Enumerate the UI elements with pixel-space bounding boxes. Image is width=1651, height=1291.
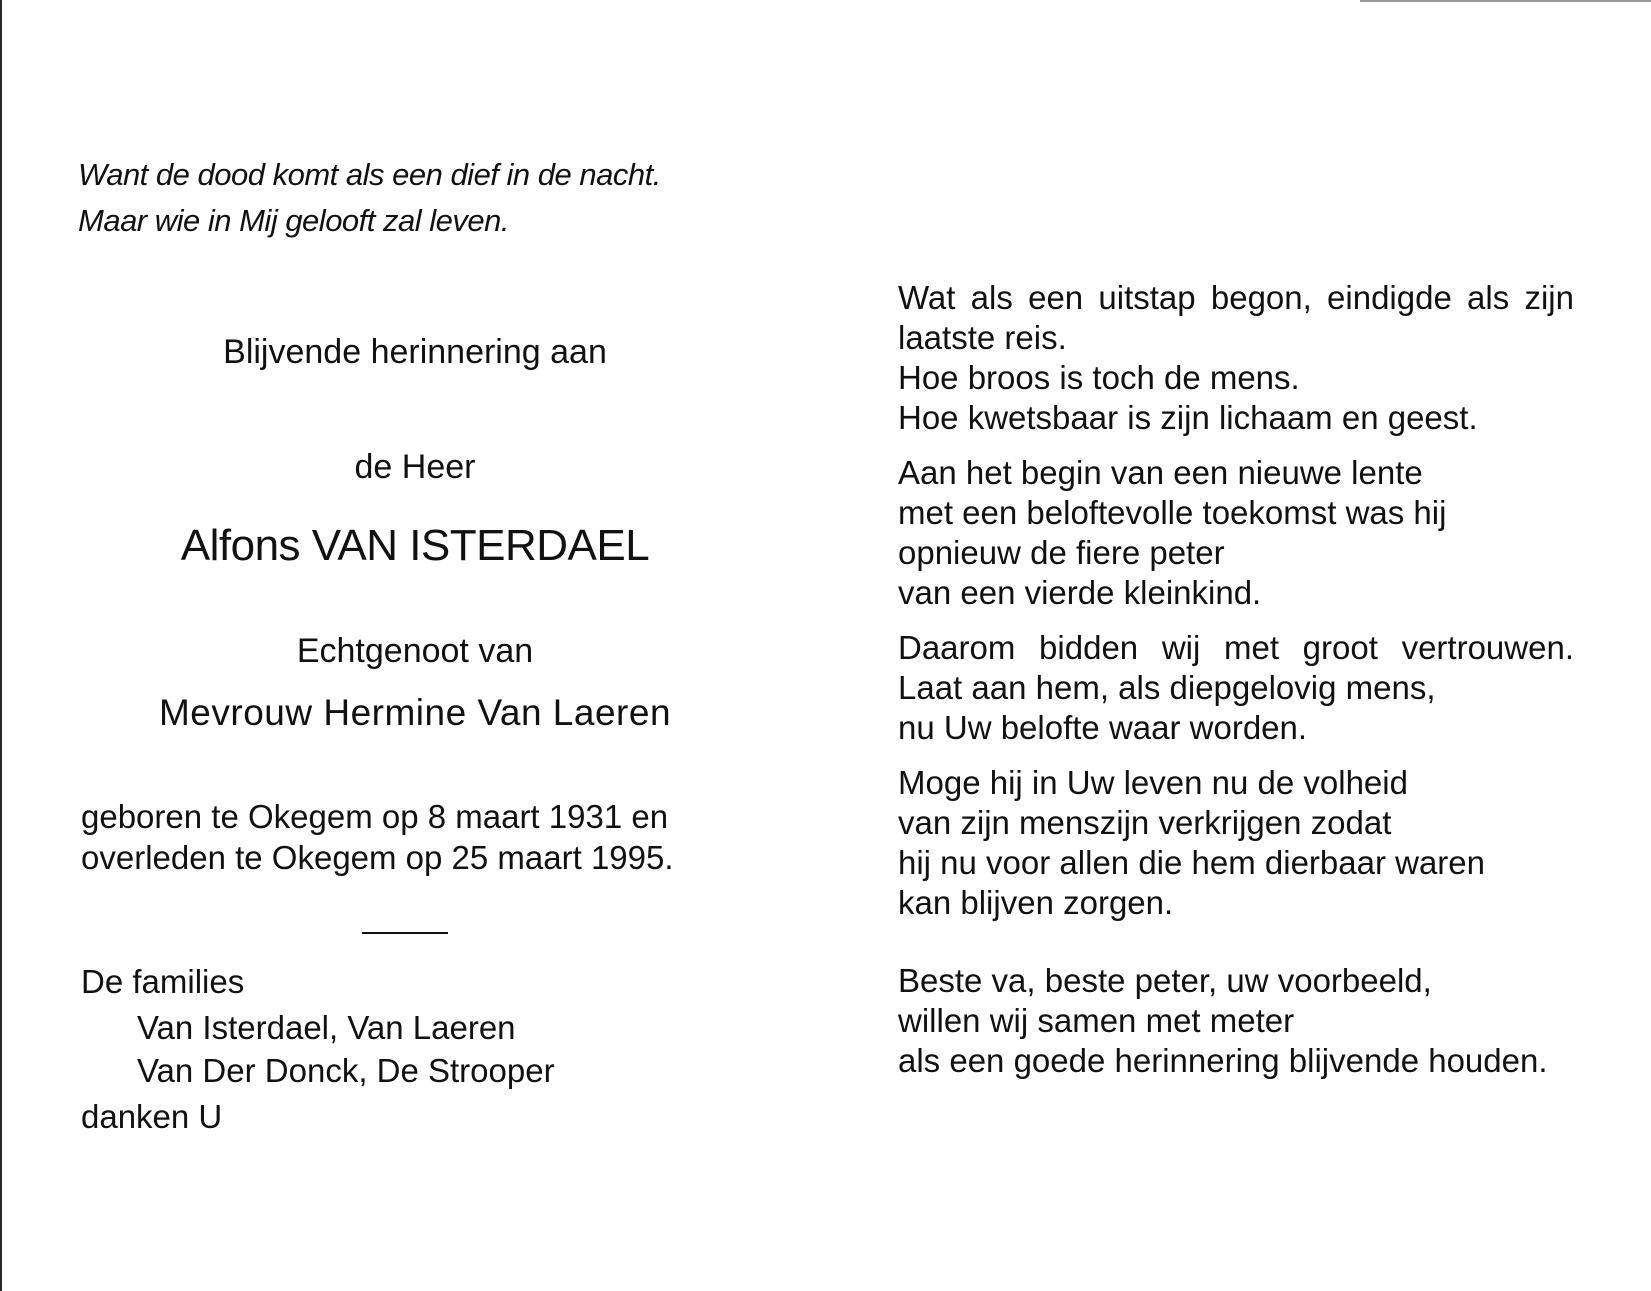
poem-line: Laat aan hem, als diepgelovig mens, [898, 669, 1436, 706]
poem-line: van een vierde kleinkind. [898, 574, 1262, 611]
salutation: de Heer [354, 448, 476, 486]
poem-line: hij nu voor allen die hem dierbaar waren [898, 844, 1486, 881]
poem-line: kan blijven zorgen. [898, 884, 1174, 921]
poem-line: als een goede herinnering blijvende houden. [898, 1042, 1548, 1079]
families-block [81, 958, 555, 1142]
poem-line: Daarom bidden wij met groot vertrouwen. [898, 629, 1574, 666]
poem-line: Wat als een uitstap begon, eindigde als zijn [898, 279, 1574, 316]
poem-line: laatste reis. [898, 319, 1067, 356]
spouse-name: Mevrouw Hermine Van Laeren [158, 692, 672, 733]
poem-line: Hoe broos is toch de mens. [898, 359, 1300, 396]
life-dates [81, 796, 674, 878]
poem-line: willen wij samen met meter [898, 1002, 1295, 1039]
poem-stanza [898, 453, 1598, 613]
family-name-line: Van Isterdael, Van Laeren [137, 1009, 516, 1046]
motto-line: Want de dood komt als een dief in de nacht. [78, 157, 661, 192]
poem-line: met een beloftevolle toekomst was hij [898, 494, 1447, 531]
motto-line: Maar wie in Mij gelooft zal leven. [78, 203, 509, 238]
card-left-edge [0, 0, 2, 1291]
motto [78, 152, 661, 244]
divider [362, 932, 448, 934]
poem-line: Moge hij in Uw leven nu de volheid [898, 764, 1408, 801]
in-memory-heading: Blijvende herinnering aan [223, 333, 607, 371]
death-line: overleden te Okegem op 25 maart 1995. [81, 839, 674, 876]
deceased-name: Alfons VAN ISTERDAEL [180, 521, 650, 570]
poem-line: Beste va, beste peter, uw voorbeeld, [898, 962, 1432, 999]
birth-line: geboren te Okegem op 8 maart 1931 en [81, 798, 669, 835]
family-names [81, 1006, 555, 1092]
card-top-edge [1360, 0, 1651, 2]
poem-stanza [898, 961, 1598, 1081]
poem-stanza [898, 628, 1598, 748]
poem-line: Aan het begin van een nieuwe lente [898, 454, 1423, 491]
poem-line: van zijn menszijn verkrijgen zodat [898, 804, 1392, 841]
poem-line: nu Uw belofte waar worden. [898, 709, 1308, 746]
poem-stanza [898, 278, 1598, 438]
family-name-line: Van Der Donck, De Strooper [137, 1052, 555, 1089]
poem [898, 278, 1598, 1096]
poem-line: opnieuw de fiere peter [898, 534, 1225, 571]
families-heading: De families [81, 963, 245, 1000]
poem-stanza [898, 763, 1598, 923]
poem-line: Hoe kwetsbaar is zijn lichaam en geest. [898, 399, 1478, 436]
thanks-line: danken U [81, 1098, 223, 1135]
spouse-intro: Echtgenoot van [296, 632, 534, 670]
